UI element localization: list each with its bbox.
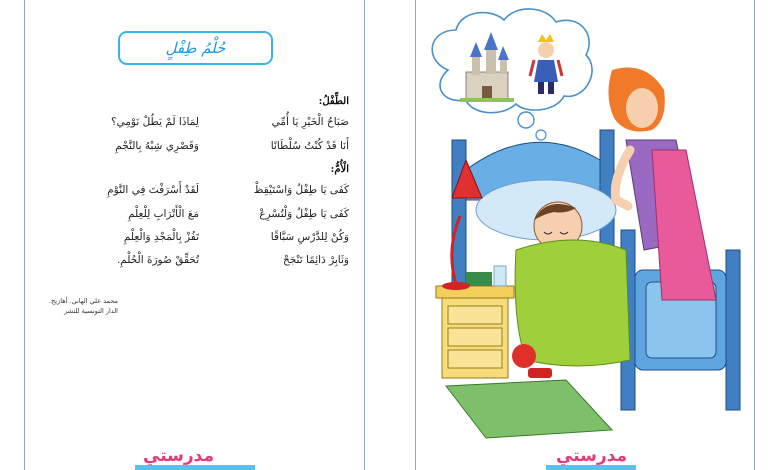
blanket bbox=[515, 240, 630, 366]
citation-publisher: الدار التونسية للنشر bbox=[64, 307, 118, 315]
poem-body bbox=[39, 96, 349, 271]
illustration bbox=[416, 0, 754, 440]
speaker-label: الطِّفْلُ: bbox=[318, 96, 349, 107]
citation-author: محمد علي الهاني. أهازيج. bbox=[49, 297, 118, 305]
verse-first-half: وَثَابِرْ دَائِمًا تَنْجَحْ bbox=[282, 254, 349, 266]
poem-verse bbox=[39, 254, 349, 270]
verse-first-half: كَفَى يَا طِفْلُ وَلْتُسْرِعْ bbox=[259, 208, 349, 220]
verse-second-half: تَفُزْ بِالْمَجْدِ وَالْعِلْمِ bbox=[123, 231, 199, 243]
verse-first-half: صَبَاحُ الْخَيْرِ يَا أُمِّي bbox=[271, 116, 349, 128]
poem-verse bbox=[39, 116, 349, 132]
verse-first-half: أَنَا قَدْ كُنْتُ سُلْطَانًا bbox=[270, 140, 349, 152]
toy-car-icon bbox=[528, 368, 552, 378]
verse-first-half: كَفَى يَا طِفْلُ وَاسْتَيْقِظْ bbox=[253, 184, 349, 196]
poem-verse bbox=[39, 231, 349, 247]
brand-logo: مدرستي bbox=[556, 446, 627, 466]
poem-title: حُلْمُ طِفْلٍ bbox=[118, 31, 273, 65]
rug bbox=[446, 380, 612, 438]
speaker-label: الْأُمُّ: bbox=[330, 164, 349, 175]
verse-second-half: لِمَاذَا لَمْ يَطُلْ نَوْمِي؟ bbox=[110, 116, 199, 128]
verse-second-half: وَقَصْرِي شِبْهُ بِالنَّجْمِ bbox=[115, 140, 199, 152]
poem-verse bbox=[39, 208, 349, 224]
poem-verse bbox=[39, 184, 349, 200]
brand-logo: مدرستي bbox=[143, 446, 214, 466]
ball-icon bbox=[512, 344, 536, 368]
dream-bubble bbox=[432, 9, 592, 150]
verse-second-half: لَقَدْ أَسْرَفْتَ فِي النَّوْمِ bbox=[107, 184, 199, 196]
poem-verse bbox=[39, 140, 349, 156]
verse-second-half: تُحَقِّقْ صُورَةَ الْحُلْمِ. bbox=[116, 254, 199, 266]
left-page bbox=[24, 0, 365, 470]
citation bbox=[43, 296, 118, 316]
verse-second-half: مَعَ الْأَتْرَابِ لِلْعِلْمِ bbox=[128, 208, 199, 220]
verse-first-half: وَكُنْ لِلدَّرْسِ سَبَّاقًا bbox=[270, 231, 349, 243]
right-page bbox=[415, 0, 755, 470]
